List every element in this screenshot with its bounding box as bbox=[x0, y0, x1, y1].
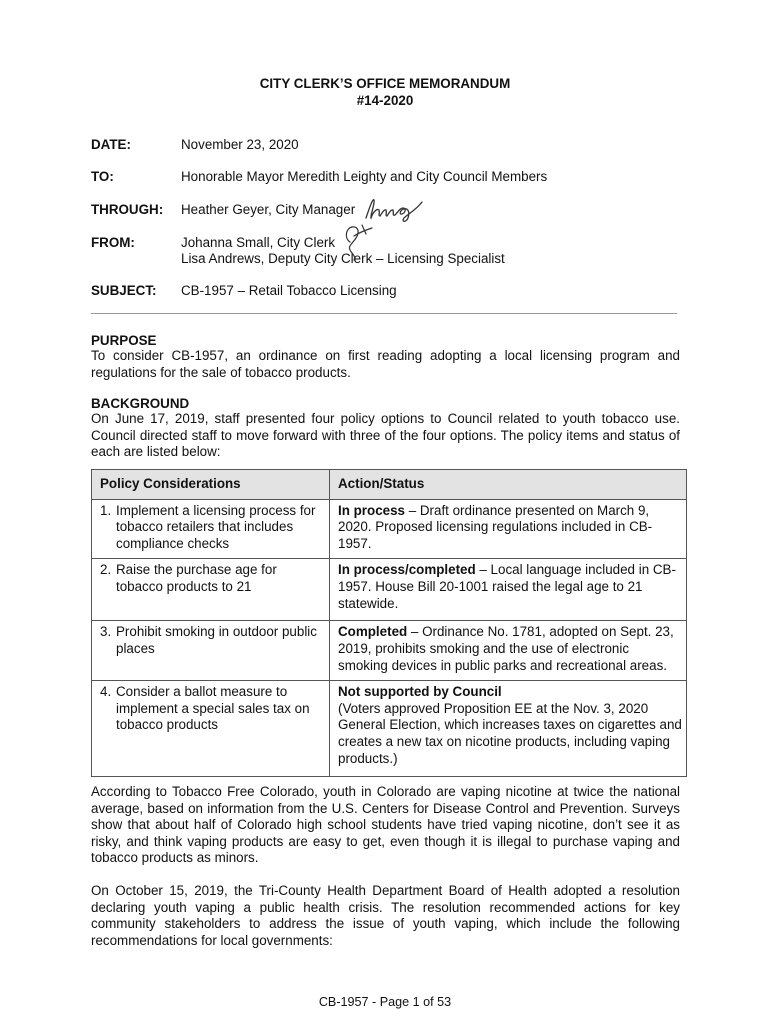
purpose-text: To consider CB-1957, an ordinance on first reading adopting a local licensing program and regulations for the sale of tobacco products. bbox=[91, 348, 680, 380]
col-header-policy: Policy Considerations bbox=[92, 470, 330, 500]
from-label: FROM: bbox=[91, 235, 135, 250]
table-header-row bbox=[92, 470, 687, 500]
page-footer: CB-1957 - Page 1 of 53 bbox=[318, 995, 452, 1009]
table-row bbox=[92, 681, 687, 777]
background-text: On June 17, 2019, staff presented four policy options to Council related to youth tobacco use. Council directed staff to move forward with three of the four options. The policy items and status of each are listed below: bbox=[91, 411, 680, 460]
status-cell bbox=[330, 499, 687, 559]
header-divider bbox=[91, 313, 677, 314]
status-cell bbox=[330, 559, 687, 621]
subject-label: SUBJECT: bbox=[91, 283, 157, 298]
policy-text: Implement a licensing process for tobacco retailers that includes compliance checks bbox=[116, 502, 316, 551]
status-detail: – Ordinance No. 1781, adopted on Sept. 23, 2019, prohibits smoking and the use of electronic smoking devices in public parks and recreational areas. bbox=[338, 624, 674, 673]
col-header-status: Action/Status bbox=[330, 470, 687, 500]
purpose-heading: PURPOSE bbox=[91, 333, 157, 348]
policy-text: Consider a ballot measure to implement a special sales tax on tobacco products bbox=[116, 684, 310, 733]
table-row bbox=[92, 621, 687, 681]
through-value: Heather Geyer, City Manager bbox=[181, 202, 356, 217]
memo-number: #14-2020 bbox=[356, 93, 414, 108]
item-number: 4. bbox=[100, 684, 112, 700]
body-paragraph-1: According to Tobacco Free Colorado, youth in Colorado are vaping nicotine at twice the national average, based on information from the U.S. Centers for Disease Control and Prevention. Surveys show that about half of Colorado high school students have tried vaping nicotine, don’t see it as risky, and think vaping products are easy to get, even though it is illegal to purchase vaping and tobacco products as minors. bbox=[91, 784, 680, 866]
policy-cell bbox=[92, 621, 330, 681]
through-label: THROUGH: bbox=[91, 202, 164, 217]
policy-cell bbox=[92, 559, 330, 621]
policy-cell bbox=[92, 499, 330, 559]
from-value-1: Johanna Small, City Clerk bbox=[181, 235, 336, 250]
item-number: 3. bbox=[100, 624, 112, 640]
status-detail: (Voters approved Proposition EE at the Nov. 3, 2020 General Election, which increases taxes on cigarettes and creates a new tax on nicotine products, including vaping products.) bbox=[338, 700, 682, 766]
policy-text: Prohibit smoking in outdoor public places bbox=[116, 624, 317, 656]
status-label: Not supported by Council bbox=[338, 684, 502, 700]
status-label: In process bbox=[338, 502, 405, 518]
date-value: November 23, 2020 bbox=[181, 137, 299, 152]
background-heading: BACKGROUND bbox=[91, 396, 190, 411]
body-paragraph-2: On October 15, 2019, the Tri-County Health Department Board of Health adopted a resolution declaring youth vaping a public health crisis. The resolution recommended actions for key community stakeholders to address the issue of youth vaping, which include the following recommendations for local governments: bbox=[91, 883, 680, 948]
date-label: DATE: bbox=[91, 137, 131, 152]
policy-cell bbox=[92, 681, 330, 777]
status-cell bbox=[330, 621, 687, 681]
item-number: 1. bbox=[100, 502, 112, 518]
signature-initials-city-clerk bbox=[340, 222, 376, 262]
subject-value: CB-1957 – Retail Tobacco Licensing bbox=[181, 283, 397, 298]
item-number: 2. bbox=[100, 562, 112, 578]
table-row bbox=[92, 499, 687, 559]
status-label: In process/completed bbox=[338, 562, 476, 578]
status-detail: – Local language included in CB-1957. House Bill 20-1001 raised the legal age to 21 statewide. bbox=[338, 562, 676, 611]
status-cell bbox=[330, 681, 687, 777]
status-detail: – Draft ordinance presented on March 9, 2020. Proposed licensing regulations included in CB-1957. bbox=[338, 502, 653, 551]
signature-initials-city-manager bbox=[364, 196, 426, 224]
policy-text: Raise the purchase age for tobacco products to 21 bbox=[116, 562, 277, 594]
status-label: Completed bbox=[338, 624, 408, 640]
to-label: TO: bbox=[91, 169, 114, 184]
to-value: Honorable Mayor Meredith Leighty and City Council Members bbox=[181, 169, 548, 184]
table-row bbox=[92, 559, 687, 621]
from-value-2: Lisa Andrews, Deputy City Clerk – Licensing Specialist bbox=[181, 251, 505, 266]
memo-title: CITY CLERK’S OFFICE MEMORANDUM bbox=[259, 76, 511, 91]
policy-table bbox=[91, 469, 687, 777]
